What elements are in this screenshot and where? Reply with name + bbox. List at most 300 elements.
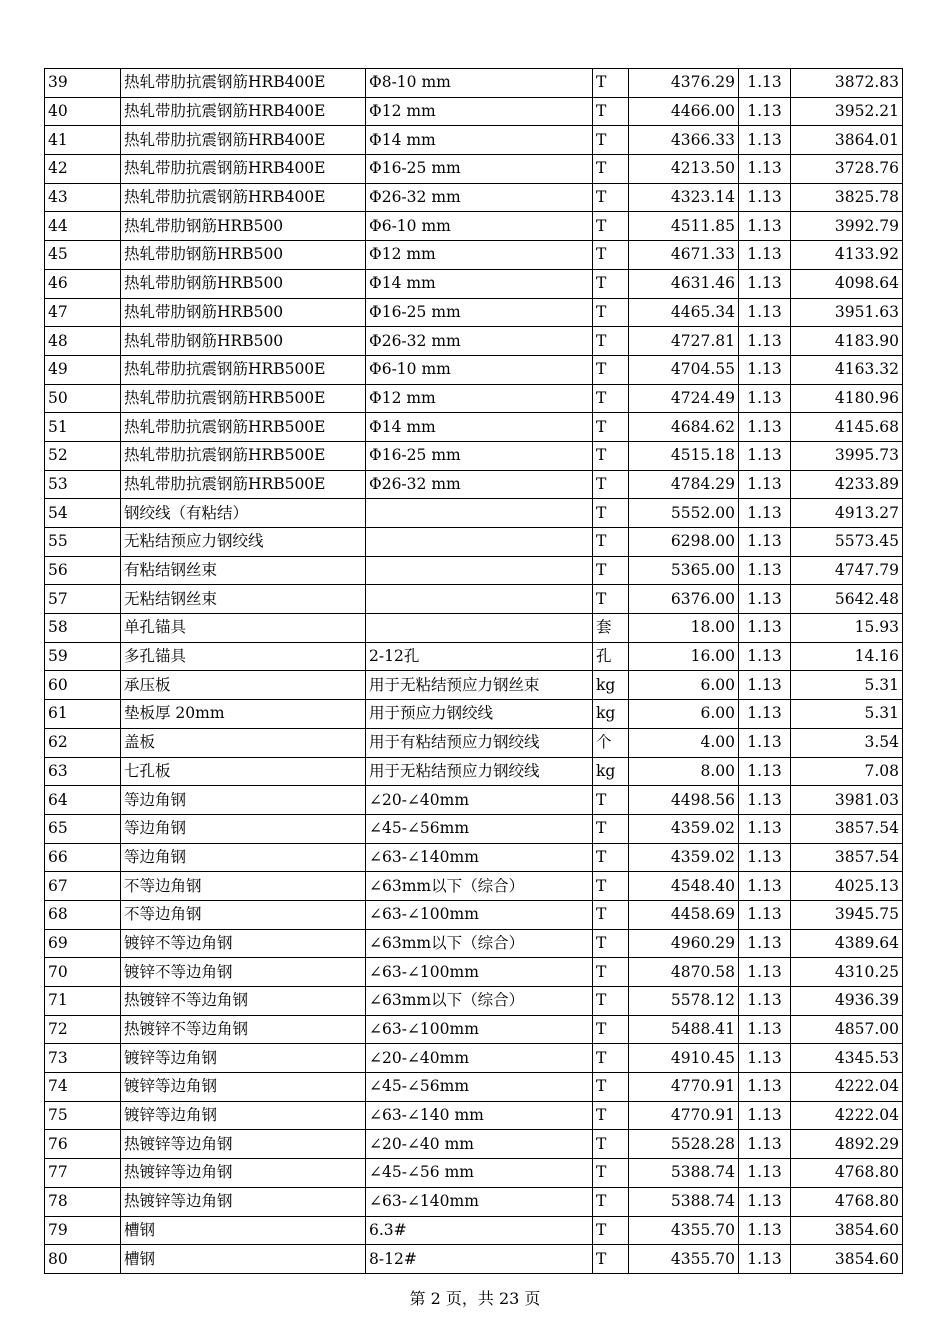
cell-material-name: 热轧带肋抗震钢筋HRB400E	[121, 97, 366, 126]
cell-spec: ∠20-∠40mm	[366, 786, 593, 815]
cell-material-name: 槽钢	[121, 1245, 366, 1274]
cell-spec: Φ16-25 mm	[366, 441, 593, 470]
cell-material-name: 热轧带肋抗震钢筋HRB400E	[121, 126, 366, 155]
cell-adjusted-price: 7.08	[791, 757, 903, 786]
cell-unit: T	[593, 212, 629, 241]
cell-price: 5552.00	[629, 499, 739, 528]
cell-adjusted-price: 4936.39	[791, 987, 903, 1016]
cell-adjusted-price: 14.16	[791, 642, 903, 671]
cell-material-name: 热轧带肋抗震钢筋HRB500E	[121, 355, 366, 384]
cell-material-name: 热镀锌不等边角钢	[121, 1015, 366, 1044]
table-row	[45, 1216, 903, 1245]
cell-adjusted-price: 3864.01	[791, 126, 903, 155]
cell-coefficient: 1.13	[739, 1101, 791, 1130]
cell-material-name: 热轧带肋抗震钢筋HRB500E	[121, 413, 366, 442]
cell-spec: Φ16-25 mm	[366, 298, 593, 327]
cell-unit: T	[593, 413, 629, 442]
cell-material-name: 镀锌不等边角钢	[121, 958, 366, 987]
cell-adjusted-price: 3.54	[791, 728, 903, 757]
cell-price: 6298.00	[629, 528, 739, 557]
cell-index: 46	[45, 269, 121, 298]
cell-unit: T	[593, 269, 629, 298]
cell-coefficient: 1.13	[739, 843, 791, 872]
cell-adjusted-price: 3854.60	[791, 1216, 903, 1245]
cell-material-name: 槽钢	[121, 1216, 366, 1245]
cell-spec: ∠63mm以下（综合）	[366, 987, 593, 1016]
table-row	[45, 872, 903, 901]
cell-adjusted-price: 4025.13	[791, 872, 903, 901]
cell-adjusted-price: 4183.90	[791, 327, 903, 356]
table-row	[45, 843, 903, 872]
cell-price: 4727.81	[629, 327, 739, 356]
cell-spec: ∠20-∠40 mm	[366, 1130, 593, 1159]
cell-material-name: 无粘结钢丝束	[121, 585, 366, 614]
cell-coefficient: 1.13	[739, 298, 791, 327]
cell-adjusted-price: 3995.73	[791, 441, 903, 470]
table-row	[45, 327, 903, 356]
cell-spec: ∠63-∠140 mm	[366, 1101, 593, 1130]
cell-spec: 2-12孔	[366, 642, 593, 671]
cell-index: 65	[45, 814, 121, 843]
cell-unit: kg	[593, 700, 629, 729]
table-row	[45, 384, 903, 413]
cell-adjusted-price: 4145.68	[791, 413, 903, 442]
cell-index: 45	[45, 241, 121, 270]
cell-price: 5528.28	[629, 1130, 739, 1159]
cell-material-name: 无粘结预应力钢绞线	[121, 528, 366, 557]
cell-price: 4323.14	[629, 183, 739, 212]
cell-material-name: 镀锌不等边角钢	[121, 929, 366, 958]
cell-price: 5578.12	[629, 987, 739, 1016]
table-row	[45, 1044, 903, 1073]
cell-adjusted-price: 4913.27	[791, 499, 903, 528]
cell-index: 52	[45, 441, 121, 470]
table-row	[45, 1245, 903, 1274]
cell-adjusted-price: 3945.75	[791, 900, 903, 929]
cell-adjusted-price: 3981.03	[791, 786, 903, 815]
cell-price: 4359.02	[629, 814, 739, 843]
cell-coefficient: 1.13	[739, 241, 791, 270]
cell-adjusted-price: 3728.76	[791, 155, 903, 184]
page-footer: 第 2 页，共 23 页	[409, 1289, 541, 1308]
cell-index: 50	[45, 384, 121, 413]
cell-unit: T	[593, 355, 629, 384]
table-row	[45, 642, 903, 671]
cell-coefficient: 1.13	[739, 155, 791, 184]
cell-index: 58	[45, 614, 121, 643]
cell-adjusted-price: 4747.79	[791, 556, 903, 585]
cell-unit: T	[593, 1216, 629, 1245]
cell-adjusted-price: 5.31	[791, 671, 903, 700]
cell-coefficient: 1.13	[739, 269, 791, 298]
table-row	[45, 958, 903, 987]
cell-spec	[366, 556, 593, 585]
cell-adjusted-price: 15.93	[791, 614, 903, 643]
cell-adjusted-price: 3952.21	[791, 97, 903, 126]
table-row	[45, 126, 903, 155]
cell-material-name: 等边角钢	[121, 814, 366, 843]
cell-material-name: 镀锌等边角钢	[121, 1044, 366, 1073]
cell-spec	[366, 585, 593, 614]
cell-price: 4359.02	[629, 843, 739, 872]
cell-spec: Φ14 mm	[366, 413, 593, 442]
cell-spec: Φ26-32 mm	[366, 183, 593, 212]
cell-unit: T	[593, 384, 629, 413]
cell-unit: T	[593, 499, 629, 528]
cell-coefficient: 1.13	[739, 1159, 791, 1188]
cell-spec	[366, 499, 593, 528]
cell-price: 4458.69	[629, 900, 739, 929]
cell-coefficient: 1.13	[739, 900, 791, 929]
cell-adjusted-price: 5573.45	[791, 528, 903, 557]
cell-unit: T	[593, 155, 629, 184]
table-row	[45, 671, 903, 700]
table-row	[45, 413, 903, 442]
cell-unit: T	[593, 241, 629, 270]
cell-adjusted-price: 3872.83	[791, 69, 903, 98]
cell-index: 79	[45, 1216, 121, 1245]
cell-index: 48	[45, 327, 121, 356]
cell-unit: T	[593, 872, 629, 901]
cell-material-name: 垫板厚 20mm	[121, 700, 366, 729]
table-row	[45, 814, 903, 843]
cell-material-name: 热轧带肋钢筋HRB500	[121, 241, 366, 270]
table-row	[45, 1159, 903, 1188]
cell-price: 4376.29	[629, 69, 739, 98]
cell-price: 5365.00	[629, 556, 739, 585]
cell-spec: Φ16-25 mm	[366, 155, 593, 184]
cell-coefficient: 1.13	[739, 614, 791, 643]
cell-coefficient: 1.13	[739, 355, 791, 384]
cell-spec: 8-12#	[366, 1245, 593, 1274]
cell-index: 74	[45, 1073, 121, 1102]
cell-price: 4498.56	[629, 786, 739, 815]
cell-adjusted-price: 4389.64	[791, 929, 903, 958]
cell-spec: Φ12 mm	[366, 384, 593, 413]
cell-unit: T	[593, 470, 629, 499]
cell-price: 4465.34	[629, 298, 739, 327]
cell-material-name: 等边角钢	[121, 843, 366, 872]
cell-price: 4704.55	[629, 355, 739, 384]
cell-index: 54	[45, 499, 121, 528]
cell-coefficient: 1.13	[739, 183, 791, 212]
cell-index: 55	[45, 528, 121, 557]
cell-price: 4548.40	[629, 872, 739, 901]
cell-material-name: 热轧带肋钢筋HRB500	[121, 269, 366, 298]
table-row	[45, 183, 903, 212]
cell-price: 4770.91	[629, 1073, 739, 1102]
cell-index: 62	[45, 728, 121, 757]
cell-price: 16.00	[629, 642, 739, 671]
cell-index: 76	[45, 1130, 121, 1159]
cell-adjusted-price: 4310.25	[791, 958, 903, 987]
cell-coefficient: 1.13	[739, 212, 791, 241]
cell-unit: T	[593, 929, 629, 958]
cell-adjusted-price: 4768.80	[791, 1187, 903, 1216]
cell-index: 57	[45, 585, 121, 614]
cell-material-name: 热轧带肋抗震钢筋HRB400E	[121, 69, 366, 98]
cell-index: 68	[45, 900, 121, 929]
cell-unit: T	[593, 1073, 629, 1102]
cell-adjusted-price: 4222.04	[791, 1073, 903, 1102]
cell-unit: T	[593, 1015, 629, 1044]
cell-coefficient: 1.13	[739, 470, 791, 499]
cell-coefficient: 1.13	[739, 384, 791, 413]
table-row	[45, 355, 903, 384]
cell-coefficient: 1.13	[739, 1044, 791, 1073]
table-row	[45, 155, 903, 184]
cell-material-name: 热镀锌等边角钢	[121, 1159, 366, 1188]
cell-unit: T	[593, 298, 629, 327]
cell-unit: 套	[593, 614, 629, 643]
table-row	[45, 1073, 903, 1102]
cell-price: 4355.70	[629, 1245, 739, 1274]
cell-index: 64	[45, 786, 121, 815]
cell-adjusted-price: 4133.92	[791, 241, 903, 270]
cell-adjusted-price: 3992.79	[791, 212, 903, 241]
cell-spec: Φ26-32 mm	[366, 327, 593, 356]
cell-unit: T	[593, 814, 629, 843]
cell-index: 53	[45, 470, 121, 499]
cell-index: 47	[45, 298, 121, 327]
cell-price: 5388.74	[629, 1187, 739, 1216]
cell-spec: ∠20-∠40mm	[366, 1044, 593, 1073]
cell-price: 5388.74	[629, 1159, 739, 1188]
cell-spec: ∠63mm以下（综合）	[366, 929, 593, 958]
cell-price: 4511.85	[629, 212, 739, 241]
cell-spec: ∠45-∠56 mm	[366, 1159, 593, 1188]
cell-spec: ∠63mm以下（综合）	[366, 872, 593, 901]
cell-material-name: 热轧带肋钢筋HRB500	[121, 298, 366, 327]
cell-coefficient: 1.13	[739, 327, 791, 356]
cell-price: 6.00	[629, 700, 739, 729]
table-row	[45, 499, 903, 528]
table-row	[45, 97, 903, 126]
cell-spec: 6.3#	[366, 1216, 593, 1245]
cell-material-name: 盖板	[121, 728, 366, 757]
cell-material-name: 七孔板	[121, 757, 366, 786]
cell-material-name: 等边角钢	[121, 786, 366, 815]
cell-coefficient: 1.13	[739, 528, 791, 557]
table-row	[45, 1130, 903, 1159]
cell-unit: T	[593, 183, 629, 212]
cell-material-name: 热轧带肋钢筋HRB500	[121, 212, 366, 241]
cell-coefficient: 1.13	[739, 958, 791, 987]
cell-material-name: 热轧带肋抗震钢筋HRB500E	[121, 384, 366, 413]
cell-unit: T	[593, 843, 629, 872]
cell-spec: ∠63-∠140mm	[366, 1187, 593, 1216]
cell-adjusted-price: 4857.00	[791, 1015, 903, 1044]
cell-adjusted-price: 3951.63	[791, 298, 903, 327]
cell-price: 8.00	[629, 757, 739, 786]
cell-unit: T	[593, 1187, 629, 1216]
cell-adjusted-price: 4180.96	[791, 384, 903, 413]
cell-price: 5488.41	[629, 1015, 739, 1044]
cell-price: 4960.29	[629, 929, 739, 958]
cell-material-name: 热轧带肋抗震钢筋HRB500E	[121, 441, 366, 470]
cell-spec: Φ8-10 mm	[366, 69, 593, 98]
cell-spec: Φ26-32 mm	[366, 470, 593, 499]
table-row	[45, 556, 903, 585]
cell-spec: Φ14 mm	[366, 126, 593, 155]
cell-adjusted-price: 5.31	[791, 700, 903, 729]
cell-adjusted-price: 3825.78	[791, 183, 903, 212]
cell-unit: kg	[593, 757, 629, 786]
cell-unit: kg	[593, 671, 629, 700]
cell-index: 43	[45, 183, 121, 212]
cell-index: 59	[45, 642, 121, 671]
cell-unit: T	[593, 556, 629, 585]
cell-price: 4910.45	[629, 1044, 739, 1073]
cell-unit: 个	[593, 728, 629, 757]
cell-adjusted-price: 4892.29	[791, 1130, 903, 1159]
cell-unit: T	[593, 528, 629, 557]
cell-price: 4724.49	[629, 384, 739, 413]
cell-coefficient: 1.13	[739, 786, 791, 815]
cell-coefficient: 1.13	[739, 1130, 791, 1159]
cell-spec: ∠63-∠100mm	[366, 958, 593, 987]
cell-index: 40	[45, 97, 121, 126]
cell-adjusted-price: 5642.48	[791, 585, 903, 614]
cell-index: 72	[45, 1015, 121, 1044]
cell-coefficient: 1.13	[739, 1216, 791, 1245]
cell-unit: T	[593, 585, 629, 614]
cell-material-name: 单孔锚具	[121, 614, 366, 643]
cell-index: 56	[45, 556, 121, 585]
table-row	[45, 69, 903, 98]
cell-adjusted-price: 4233.89	[791, 470, 903, 499]
cell-unit: T	[593, 786, 629, 815]
cell-index: 78	[45, 1187, 121, 1216]
cell-index: 73	[45, 1044, 121, 1073]
cell-unit: 孔	[593, 642, 629, 671]
price-table	[44, 68, 903, 1274]
cell-spec: Φ12 mm	[366, 241, 593, 270]
cell-unit: T	[593, 900, 629, 929]
cell-coefficient: 1.13	[739, 69, 791, 98]
cell-coefficient: 1.13	[739, 1073, 791, 1102]
cell-price: 6.00	[629, 671, 739, 700]
cell-material-name: 热轧带肋抗震钢筋HRB500E	[121, 470, 366, 499]
table-row	[45, 528, 903, 557]
table-row	[45, 585, 903, 614]
cell-index: 80	[45, 1245, 121, 1274]
cell-spec: 用于预应力钢绞线	[366, 700, 593, 729]
cell-spec	[366, 528, 593, 557]
cell-material-name: 热轧带肋钢筋HRB500	[121, 327, 366, 356]
cell-price: 4770.91	[629, 1101, 739, 1130]
cell-spec: 用于无粘结预应力钢丝束	[366, 671, 593, 700]
cell-price: 4784.29	[629, 470, 739, 499]
table-row	[45, 700, 903, 729]
cell-material-name: 镀锌等边角钢	[121, 1073, 366, 1102]
cell-unit: T	[593, 958, 629, 987]
cell-unit: T	[593, 97, 629, 126]
cell-unit: T	[593, 327, 629, 356]
cell-index: 70	[45, 958, 121, 987]
table-row	[45, 298, 903, 327]
cell-index: 61	[45, 700, 121, 729]
cell-unit: T	[593, 126, 629, 155]
cell-unit: T	[593, 1130, 629, 1159]
cell-adjusted-price: 4163.32	[791, 355, 903, 384]
cell-index: 44	[45, 212, 121, 241]
cell-price: 4870.58	[629, 958, 739, 987]
cell-material-name: 有粘结钢丝束	[121, 556, 366, 585]
cell-spec: ∠63-∠100mm	[366, 1015, 593, 1044]
cell-coefficient: 1.13	[739, 671, 791, 700]
cell-spec: Φ6-10 mm	[366, 212, 593, 241]
cell-index: 42	[45, 155, 121, 184]
cell-index: 51	[45, 413, 121, 442]
cell-spec	[366, 614, 593, 643]
cell-price: 4366.33	[629, 126, 739, 155]
cell-index: 41	[45, 126, 121, 155]
cell-coefficient: 1.13	[739, 872, 791, 901]
cell-spec: 用于无粘结预应力钢绞线	[366, 757, 593, 786]
cell-spec: Φ6-10 mm	[366, 355, 593, 384]
cell-price: 4515.18	[629, 441, 739, 470]
cell-material-name: 热镀锌等边角钢	[121, 1130, 366, 1159]
cell-spec: ∠45-∠56mm	[366, 1073, 593, 1102]
cell-unit: T	[593, 1101, 629, 1130]
cell-coefficient: 1.13	[739, 413, 791, 442]
cell-adjusted-price: 4345.53	[791, 1044, 903, 1073]
cell-adjusted-price: 4098.64	[791, 269, 903, 298]
cell-price: 4671.33	[629, 241, 739, 270]
cell-material-name: 热轧带肋抗震钢筋HRB400E	[121, 183, 366, 212]
cell-coefficient: 1.13	[739, 1187, 791, 1216]
cell-spec: Φ14 mm	[366, 269, 593, 298]
table-row	[45, 441, 903, 470]
cell-material-name: 热轧带肋抗震钢筋HRB400E	[121, 155, 366, 184]
cell-unit: T	[593, 69, 629, 98]
cell-material-name: 多孔锚具	[121, 642, 366, 671]
cell-coefficient: 1.13	[739, 642, 791, 671]
cell-index: 66	[45, 843, 121, 872]
cell-material-name: 不等边角钢	[121, 872, 366, 901]
cell-unit: T	[593, 1044, 629, 1073]
table-row	[45, 470, 903, 499]
cell-price: 6376.00	[629, 585, 739, 614]
cell-index: 39	[45, 69, 121, 98]
cell-coefficient: 1.13	[739, 814, 791, 843]
cell-unit: T	[593, 1245, 629, 1274]
table-row	[45, 1101, 903, 1130]
cell-price: 4466.00	[629, 97, 739, 126]
cell-coefficient: 1.13	[739, 728, 791, 757]
cell-spec: ∠45-∠56mm	[366, 814, 593, 843]
cell-coefficient: 1.13	[739, 585, 791, 614]
cell-index: 67	[45, 872, 121, 901]
cell-coefficient: 1.13	[739, 97, 791, 126]
cell-spec: ∠63-∠100mm	[366, 900, 593, 929]
cell-index: 63	[45, 757, 121, 786]
cell-coefficient: 1.13	[739, 126, 791, 155]
cell-adjusted-price: 3857.54	[791, 843, 903, 872]
cell-unit: T	[593, 1159, 629, 1188]
cell-material-name: 热镀锌等边角钢	[121, 1187, 366, 1216]
cell-coefficient: 1.13	[739, 556, 791, 585]
table-row	[45, 900, 903, 929]
table-row	[45, 212, 903, 241]
cell-coefficient: 1.13	[739, 441, 791, 470]
cell-index: 71	[45, 987, 121, 1016]
cell-price: 4684.62	[629, 413, 739, 442]
cell-coefficient: 1.13	[739, 987, 791, 1016]
cell-adjusted-price: 3857.54	[791, 814, 903, 843]
cell-coefficient: 1.13	[739, 1015, 791, 1044]
